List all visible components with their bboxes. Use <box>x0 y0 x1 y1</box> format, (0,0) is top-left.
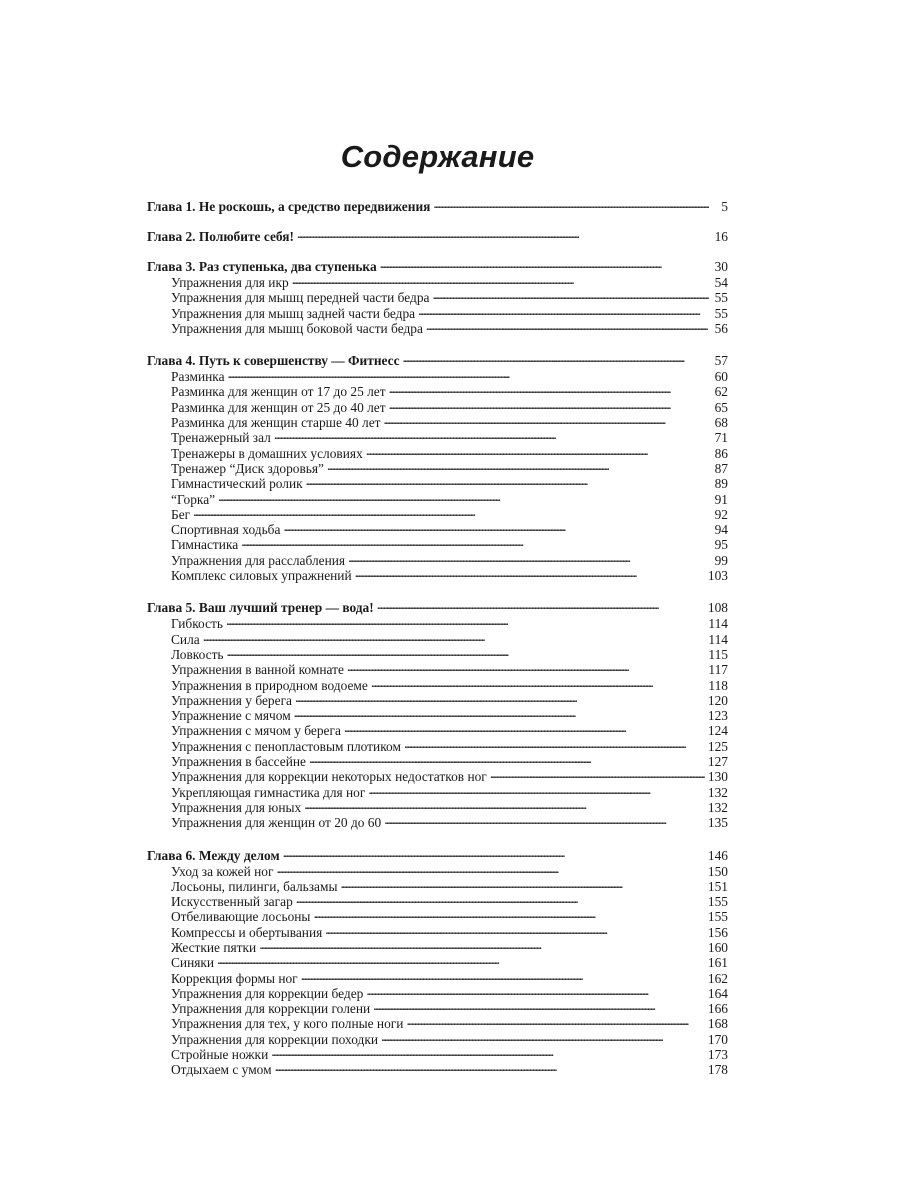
entry-page-number: 103 <box>707 568 728 584</box>
toc-entry[interactable] <box>147 736 728 754</box>
chapter-heading[interactable] <box>147 350 728 369</box>
toc-entry[interactable] <box>147 1029 728 1047</box>
toc-entry[interactable] <box>147 659 728 678</box>
dot-leader <box>228 366 709 381</box>
toc-entry[interactable] <box>147 397 728 415</box>
entry-title: Упражнения у берега <box>171 692 293 708</box>
toc-entry[interactable] <box>147 629 728 647</box>
chapter-title: Глава 3. Раз ступенька, два ступенька <box>147 259 377 274</box>
toc-entry[interactable] <box>147 705 728 724</box>
entry-page-number: 55 <box>714 290 728 306</box>
table-of-contents <box>147 196 728 1078</box>
entry-page-number: 55 <box>714 305 728 321</box>
entry-page-number: 92 <box>714 506 728 522</box>
entry-page-number: 114 <box>708 631 728 647</box>
entry-title: Упражнения для женщин от 20 до 60 <box>171 815 382 831</box>
entry-title: Упражнение с мячом <box>171 708 291 724</box>
entry-page-number: 56 <box>714 320 728 336</box>
toc-entry[interactable] <box>147 861 728 879</box>
toc-entry[interactable] <box>147 1059 728 1078</box>
entry-title: Разминка для женщин от 25 до 40 лет <box>171 399 386 415</box>
toc-entry[interactable] <box>147 303 728 321</box>
chapter-page-number: 108 <box>707 600 728 616</box>
entry-title: Упражнения для тех, у кого полные ноги <box>171 1016 404 1032</box>
entry-page-number: 135 <box>707 815 728 831</box>
chapter-heading[interactable] <box>147 196 728 212</box>
entry-page-number: 120 <box>707 692 728 708</box>
entry-title: Тренажер “Диск здоровья” <box>171 460 324 476</box>
entry-page-number: 65 <box>714 399 728 415</box>
dot-leader <box>193 504 709 519</box>
entry-page-number: 162 <box>707 970 728 986</box>
dot-leader <box>347 659 706 674</box>
toc-entry[interactable] <box>147 690 728 708</box>
entry-page-number: 132 <box>707 799 728 815</box>
dot-leader <box>366 983 705 998</box>
entry-title: Тренажеры в домашних условиях <box>171 445 363 461</box>
chapter-heading[interactable] <box>147 845 728 861</box>
entry-title: Уход за кожей ног <box>171 863 274 879</box>
dot-leader <box>306 473 709 488</box>
entry-title: Коррекция формы ног <box>171 970 298 986</box>
dot-leader <box>368 782 705 797</box>
dot-leader <box>275 1059 705 1074</box>
dot-leader <box>406 1013 704 1028</box>
entry-title: Упражнения для коррекции голени <box>171 1001 371 1017</box>
toc-entry[interactable] <box>147 937 728 955</box>
dot-leader <box>327 458 709 473</box>
toc-entry[interactable] <box>147 489 728 507</box>
entry-page-number: 155 <box>707 909 728 925</box>
entry-title: Упражнения для коррекции походки <box>171 1031 379 1047</box>
dot-leader <box>241 534 709 549</box>
entry-page-number: 87 <box>714 460 728 476</box>
dot-leader <box>297 226 709 241</box>
entry-page-number: 127 <box>707 754 728 770</box>
entry-title: Стройные ножки <box>171 1047 269 1063</box>
entry-title: Упражнения для коррекции бедер <box>171 985 364 1001</box>
dot-leader <box>418 303 709 318</box>
entry-title: Сила <box>171 631 200 647</box>
entry-title: Синяки <box>171 955 215 971</box>
entry-title: Упражнения для мышц боковой части бедра <box>171 320 423 336</box>
chapter-title: Глава 5. Ваш лучший тренер — вода! <box>147 600 374 616</box>
dot-leader <box>325 922 705 937</box>
entry-page-number: 86 <box>714 445 728 461</box>
entry-page-number: 168 <box>707 1016 728 1032</box>
chapter-block <box>147 226 728 242</box>
entry-page-number: 62 <box>714 384 728 400</box>
dot-leader <box>259 937 705 952</box>
toc-entry[interactable] <box>147 952 728 971</box>
entry-page-number: 164 <box>707 985 728 1001</box>
dot-leader <box>490 766 705 781</box>
chapter-title: Глава 2. Полюбите себя! <box>147 229 294 244</box>
entry-page-number: 170 <box>707 1031 728 1047</box>
entry-page-number: 151 <box>707 878 728 894</box>
entry-title: Тренажерный зал <box>171 430 271 446</box>
chapter-heading[interactable] <box>147 597 728 616</box>
toc-entry[interactable] <box>147 381 728 400</box>
entry-page-number: 156 <box>707 924 728 940</box>
toc-entry[interactable] <box>147 613 728 632</box>
chapter-block <box>147 597 728 831</box>
chapter-title: Глава 6. Между делом <box>147 847 280 863</box>
page-title: Содержание <box>340 139 535 174</box>
entry-page-number: 160 <box>707 939 728 955</box>
entry-title: Упражнения в ванной комнате <box>171 662 344 678</box>
entry-title: Упражнения для мышц задней части бедра <box>171 305 416 321</box>
toc-entry[interactable] <box>147 504 728 522</box>
chapter-heading[interactable] <box>147 226 728 242</box>
dot-leader <box>381 1029 705 1044</box>
entry-title: Разминка <box>171 369 225 385</box>
dot-leader <box>292 272 709 287</box>
dot-leader <box>344 720 705 735</box>
toc-entry[interactable] <box>147 565 728 584</box>
chapter-title: Глава 1. Не роскошь, а средство передвижения <box>147 199 431 214</box>
dot-leader <box>433 196 709 211</box>
entry-title: Упражнения для расслабления <box>171 552 346 568</box>
entry-title: Жесткие пятки <box>171 939 257 955</box>
chapter-title: Глава 4. Путь к совершенству — Фитнесс <box>147 353 400 369</box>
toc-entry[interactable] <box>147 720 728 739</box>
entry-page-number: 91 <box>714 491 728 507</box>
entry-page-number: 125 <box>707 738 728 754</box>
toc-entry[interactable] <box>147 983 728 1001</box>
dot-leader <box>309 751 705 766</box>
toc-entry[interactable] <box>147 891 728 910</box>
dot-leader <box>366 443 709 458</box>
toc-entry[interactable] <box>147 318 728 336</box>
entry-title: Упражнения с пенопластовым плотиком <box>171 738 401 754</box>
dot-leader <box>340 876 704 891</box>
toc-entry[interactable] <box>147 797 728 815</box>
toc-entry[interactable] <box>147 534 728 553</box>
entry-page-number: 68 <box>714 415 728 431</box>
entry-page-number: 94 <box>714 522 728 538</box>
dot-leader <box>426 318 709 333</box>
dot-leader <box>203 629 706 644</box>
entry-title: Отбеливающие лосьоны <box>171 909 311 925</box>
toc-entry[interactable] <box>147 473 728 492</box>
entry-page-number: 54 <box>714 275 728 290</box>
dot-leader <box>348 550 709 565</box>
dot-leader <box>276 861 704 876</box>
dot-leader <box>313 906 704 921</box>
dot-leader <box>383 412 709 427</box>
toc-entry[interactable] <box>147 1013 728 1032</box>
entry-title: Упражнения в природном водоеме <box>171 677 368 693</box>
dot-leader <box>371 675 706 690</box>
dot-leader <box>217 952 705 967</box>
entry-title: Упражнения для мышц передней части бедра <box>171 290 430 306</box>
dot-leader <box>304 797 705 812</box>
dot-leader <box>294 705 705 720</box>
entry-title: Отдыхаем с умом <box>171 1062 272 1078</box>
entry-page-number: 166 <box>707 1001 728 1017</box>
entry-page-number: 117 <box>708 662 728 678</box>
chapter-page-number: 146 <box>707 847 728 863</box>
toc-entry[interactable] <box>147 366 728 385</box>
entry-page-number: 130 <box>707 769 728 785</box>
toc-entry[interactable] <box>147 876 728 894</box>
entry-page-number: 173 <box>707 1047 728 1063</box>
entry-title: Гибкость <box>171 616 223 632</box>
entry-title: Разминка для женщин старше 40 лет <box>171 415 381 431</box>
toc-entry[interactable] <box>147 287 728 306</box>
toc-entry[interactable] <box>147 782 728 800</box>
entry-page-number: 89 <box>714 476 728 492</box>
toc-entry[interactable] <box>147 412 728 431</box>
chapter-page-number: 16 <box>714 229 728 244</box>
dot-leader <box>380 256 709 271</box>
toc-entry[interactable] <box>147 812 728 831</box>
toc-entry[interactable] <box>147 675 728 693</box>
entry-page-number: 60 <box>714 369 728 385</box>
toc-entry[interactable] <box>147 922 728 940</box>
dot-leader <box>274 427 709 442</box>
entry-title: Спортивная ходьба <box>171 522 281 538</box>
chapter-block <box>147 256 728 336</box>
dot-leader <box>355 565 705 580</box>
chapter-heading[interactable] <box>147 256 728 272</box>
entry-title: “Горка” <box>171 491 216 507</box>
toc-entry[interactable] <box>147 458 728 476</box>
entry-title: Гимнастика <box>171 537 239 553</box>
entry-page-number: 155 <box>707 894 728 910</box>
dot-leader <box>271 1044 705 1059</box>
entry-title: Упражнения в бассейне <box>171 754 307 770</box>
chapter-block <box>147 845 728 1078</box>
dot-leader <box>296 891 705 906</box>
toc-entry[interactable] <box>147 751 728 770</box>
chapter-page-number: 57 <box>714 353 728 369</box>
dot-leader <box>377 597 705 612</box>
entry-title: Гимнастический ролик <box>171 476 303 492</box>
entry-page-number: 161 <box>707 955 728 971</box>
entry-title: Искусственный загар <box>171 894 293 910</box>
dot-leader <box>403 350 709 365</box>
chapter-block <box>147 196 728 212</box>
toc-entry[interactable] <box>147 550 728 568</box>
entry-page-number: 132 <box>707 784 728 800</box>
entry-title: Укрепляющая гимнастика для ног <box>171 784 366 800</box>
entry-page-number: 150 <box>707 863 728 879</box>
entry-title: Ловкость <box>171 646 224 662</box>
dot-leader <box>373 998 705 1013</box>
dot-leader <box>301 968 705 983</box>
entry-title: Разминка для женщин от 17 до 25 лет <box>171 384 386 400</box>
dot-leader <box>283 519 709 534</box>
entry-title: Упражнения с мячом у берега <box>171 723 341 739</box>
entry-title: Бег <box>171 506 191 522</box>
dot-leader <box>227 644 706 659</box>
dot-leader <box>432 287 709 302</box>
entry-page-number: 99 <box>714 552 728 568</box>
toc-entry[interactable] <box>147 519 728 538</box>
chapter-block <box>147 350 728 584</box>
entry-page-number: 95 <box>714 537 728 553</box>
entry-page-number: 114 <box>708 616 728 632</box>
entry-page-number: 71 <box>714 430 728 446</box>
chapter-page-number: 5 <box>721 199 728 214</box>
toc-entry[interactable] <box>147 427 728 446</box>
entry-page-number: 115 <box>708 646 728 662</box>
entry-page-number: 124 <box>707 723 728 739</box>
dot-leader <box>226 613 705 628</box>
chapter-page-number: 30 <box>714 259 728 274</box>
toc-entry[interactable] <box>147 968 728 986</box>
dot-leader <box>389 381 709 396</box>
dot-leader <box>384 812 705 827</box>
entry-title: Компрессы и обертывания <box>171 924 323 940</box>
toc-entry[interactable] <box>147 1044 728 1063</box>
toc-entry[interactable] <box>147 998 728 1017</box>
entry-page-number: 178 <box>707 1062 728 1078</box>
entry-title: Упражнения для юных <box>171 799 302 815</box>
entry-title: Упражнения для коррекции некоторых недостатков ног <box>171 769 487 785</box>
entry-page-number: 123 <box>707 708 728 724</box>
document-page <box>147 0 728 1092</box>
dot-leader <box>404 736 705 751</box>
entry-title: Лосьоны, пилинги, бальзамы <box>171 878 338 894</box>
toc-entry[interactable] <box>147 766 728 785</box>
dot-leader <box>389 397 709 412</box>
toc-entry[interactable] <box>147 906 728 925</box>
toc-entry[interactable] <box>147 443 728 461</box>
dot-leader <box>218 489 709 504</box>
dot-leader <box>283 845 705 860</box>
entry-title: Комплекс силовых упражнений <box>171 568 352 584</box>
toc-entry[interactable] <box>147 272 728 290</box>
entry-page-number: 118 <box>708 677 728 693</box>
toc-entry[interactable] <box>147 644 728 662</box>
dot-leader <box>295 690 705 705</box>
entry-title: Упражнения для икр <box>171 275 289 290</box>
